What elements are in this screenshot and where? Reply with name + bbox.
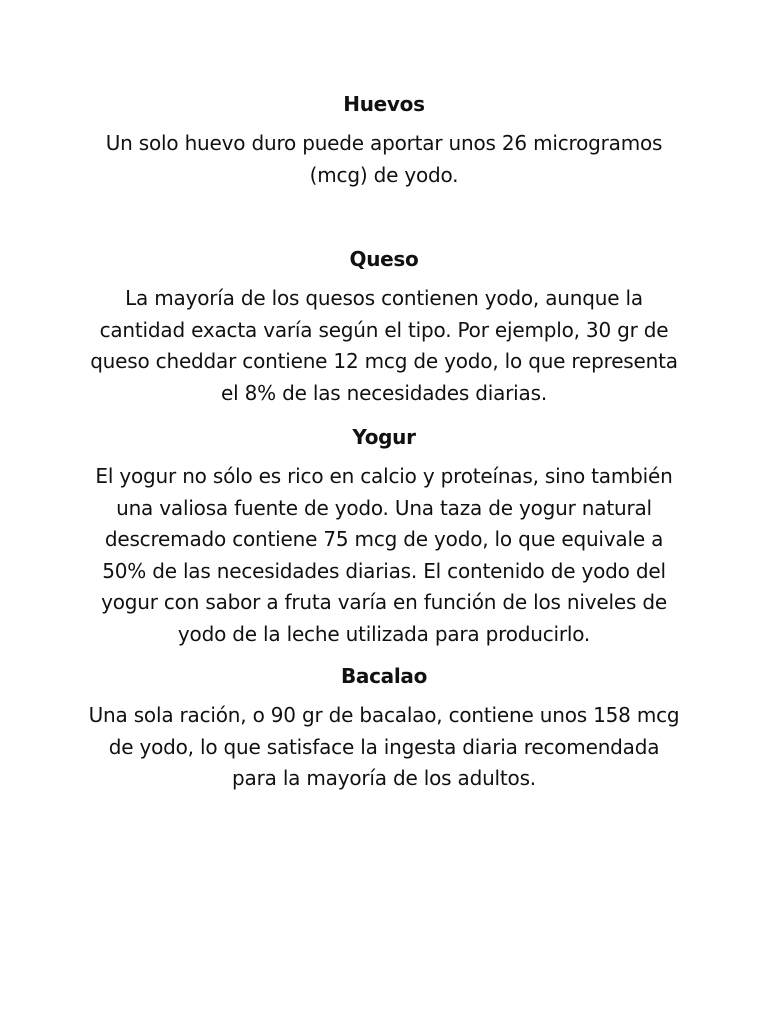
- section-queso: [84, 243, 684, 409]
- section-yogur: [84, 421, 684, 650]
- section-huevos: [84, 88, 684, 191]
- section-heading-queso: Queso: [349, 247, 419, 271]
- section-text-huevos: Un solo huevo duro puede aportar unos 26 microgramos (mcg) de yodo.: [105, 131, 663, 187]
- section-bacalao: [84, 660, 684, 795]
- section-heading-yogur: Yogur: [352, 425, 416, 449]
- section-text-yogur: El yogur no sólo es rico en calcio y proteínas, sino también una valiosa fuente de yodo. Una taza de yogur natural descremado contiene 75 mcg de yodo, lo que equivale a 50% de las necesidades diarias. El contenido de yodo del yogur con sabor a fruta varía en función de los niveles de yodo de la leche utilizada para producirlo.: [95, 464, 673, 646]
- section-heading-bacalao: Bacalao: [340, 664, 428, 688]
- section-heading-huevos: Huevos: [343, 92, 425, 116]
- section-text-queso: La mayoría de los quesos contienen yodo, aunque la cantidad exacta varía según el tipo. Por ejemplo, 30 gr de queso cheddar contiene 12 mcg de yodo, lo que representa el 8% de las necesidades diarias.: [90, 286, 678, 405]
- section-text-bacalao: Una sola ración, o 90 gr de bacalao, contiene unos 158 mcg de yodo, lo que satisface la ingesta diaria recomendada para la mayoría de los adultos.: [88, 703, 680, 790]
